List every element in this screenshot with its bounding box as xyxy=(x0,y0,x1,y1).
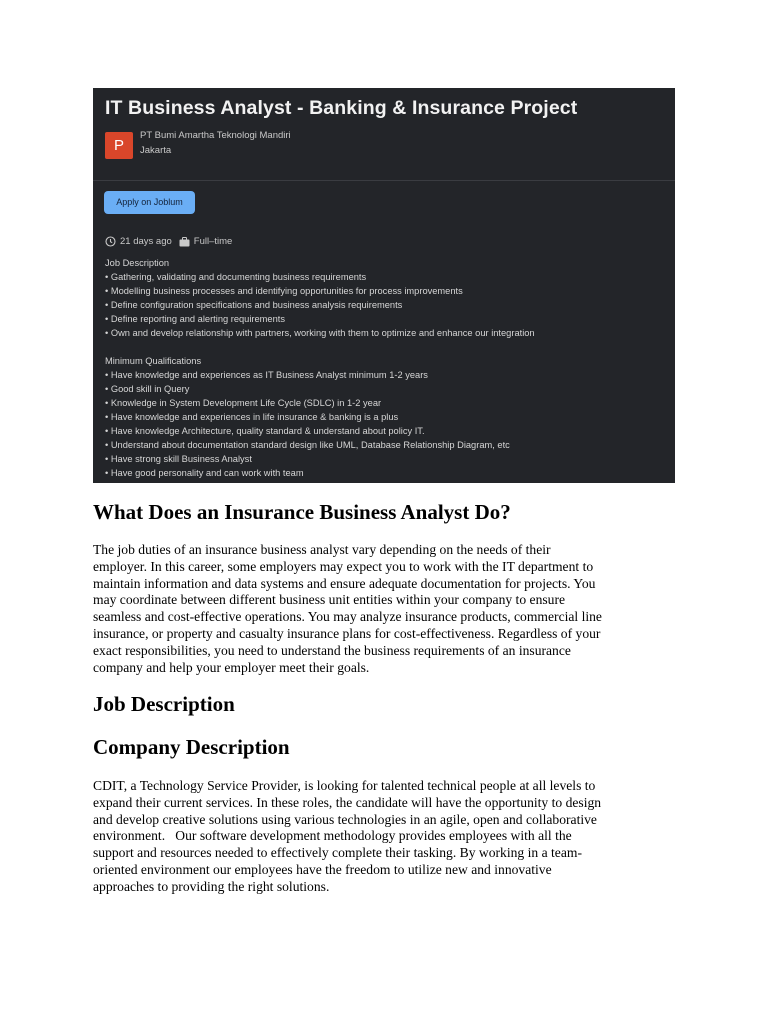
briefcase-icon xyxy=(179,237,190,247)
employment-type: Full–time xyxy=(193,236,233,247)
description-item: • Own and develop relationship with partners, working with them to optimize and enhance our integration xyxy=(105,328,535,338)
qualification-item: • Have knowledge and experiences as IT Business Analyst minimum 1-2 years xyxy=(105,370,428,380)
paragraph-line: seamless and cost-effective operations. You may analyze insurance products, commercial line xyxy=(93,609,602,625)
job-title: IT Business Analyst - Banking & Insurance Project xyxy=(105,97,578,119)
description-item: • Define configuration specifications and business analysis requirements xyxy=(105,300,403,310)
qualification-item: • Knowledge in System Development Life Cycle (SDLC) in 1-2 year xyxy=(105,398,382,408)
description-item: • Modelling business processes and identifying opportunities for process improvements xyxy=(105,286,463,296)
analyst-role-paragraph xyxy=(93,542,683,676)
paragraph-line: maintain information and data systems and ensure adequate documentation for projects. You xyxy=(93,575,596,591)
paragraph-line: oriented environment our employees have the freedom to utilize new and innovative xyxy=(93,861,552,877)
company-logo: P xyxy=(105,132,133,159)
qualification-item: • Understand about documentation standard design like UML, Database Relationship Diagram, etc xyxy=(105,440,510,450)
posted-time: 21 days ago xyxy=(120,236,172,247)
company-location: Jakarta xyxy=(140,145,172,156)
company-description-paragraph xyxy=(93,778,683,896)
paragraph-line: employer. In this career, some employers may expect you to work with the IT department to xyxy=(93,558,594,574)
qualification-item: • Have knowledge Architecture, quality standard & understand about policy IT. xyxy=(105,426,425,436)
paragraph-line: environment. Our software development methodology provides employees with all the xyxy=(93,828,572,844)
qualification-item: • Have good personality and can work with team xyxy=(105,468,304,478)
paragraph-line: expand their current services. In these roles, the candidate will have the opportunity to design xyxy=(93,794,602,810)
qualification-item: • Have strong skill Business Analyst xyxy=(105,454,252,464)
qualifications-heading: Minimum Qualifications xyxy=(105,356,202,366)
description-item: • Define reporting and alerting requirements xyxy=(105,314,285,324)
qualification-item: • Good skill in Query xyxy=(105,384,190,394)
qualification-item: • Have knowledge and experiences in life insurance & banking is a plus xyxy=(105,412,399,422)
paragraph-line: approaches to providing the right solutions. xyxy=(93,878,330,894)
paragraph-line: insurance, or property and casualty insurance plans for cost-effectiveness. Regardless of your xyxy=(93,625,601,641)
paragraph-line: exact responsibilities, you need to understand the business requirements of an insurance xyxy=(93,642,571,658)
paragraph-line: and develop creative solutions using various technologies in an agile, open and collaborative xyxy=(93,811,597,827)
job-details xyxy=(105,256,535,480)
section-heading-analyst-role: What Does an Insurance Business Analyst Do? xyxy=(93,500,511,524)
description-heading: Job Description xyxy=(105,258,170,268)
paragraph-line: may coordinate between different business unit entities within your company to ensure xyxy=(93,592,566,608)
paragraph-line: CDIT, a Technology Service Provider, is looking for talented technical people at all levels to xyxy=(93,778,596,793)
apply-button[interactable]: Apply on Joblum xyxy=(104,191,195,214)
job-meta xyxy=(105,236,232,247)
section-heading-job-description: Job Description xyxy=(93,692,235,716)
divider xyxy=(93,180,675,181)
clock-icon xyxy=(105,236,116,247)
company-name: PT Bumi Amartha Teknologi Mandiri xyxy=(140,130,291,141)
paragraph-line: support and resources needed to effectively complete their tasking. By working in a team- xyxy=(93,845,582,861)
paragraph-line: The job duties of an insurance business analyst vary depending on the needs of their xyxy=(93,542,551,557)
section-heading-company-description: Company Description xyxy=(93,735,290,759)
description-item: • Gathering, validating and documenting business requirements xyxy=(105,272,367,282)
paragraph-line: company and help your employer meet their goals. xyxy=(93,659,370,675)
job-listing-screenshot xyxy=(93,88,675,483)
